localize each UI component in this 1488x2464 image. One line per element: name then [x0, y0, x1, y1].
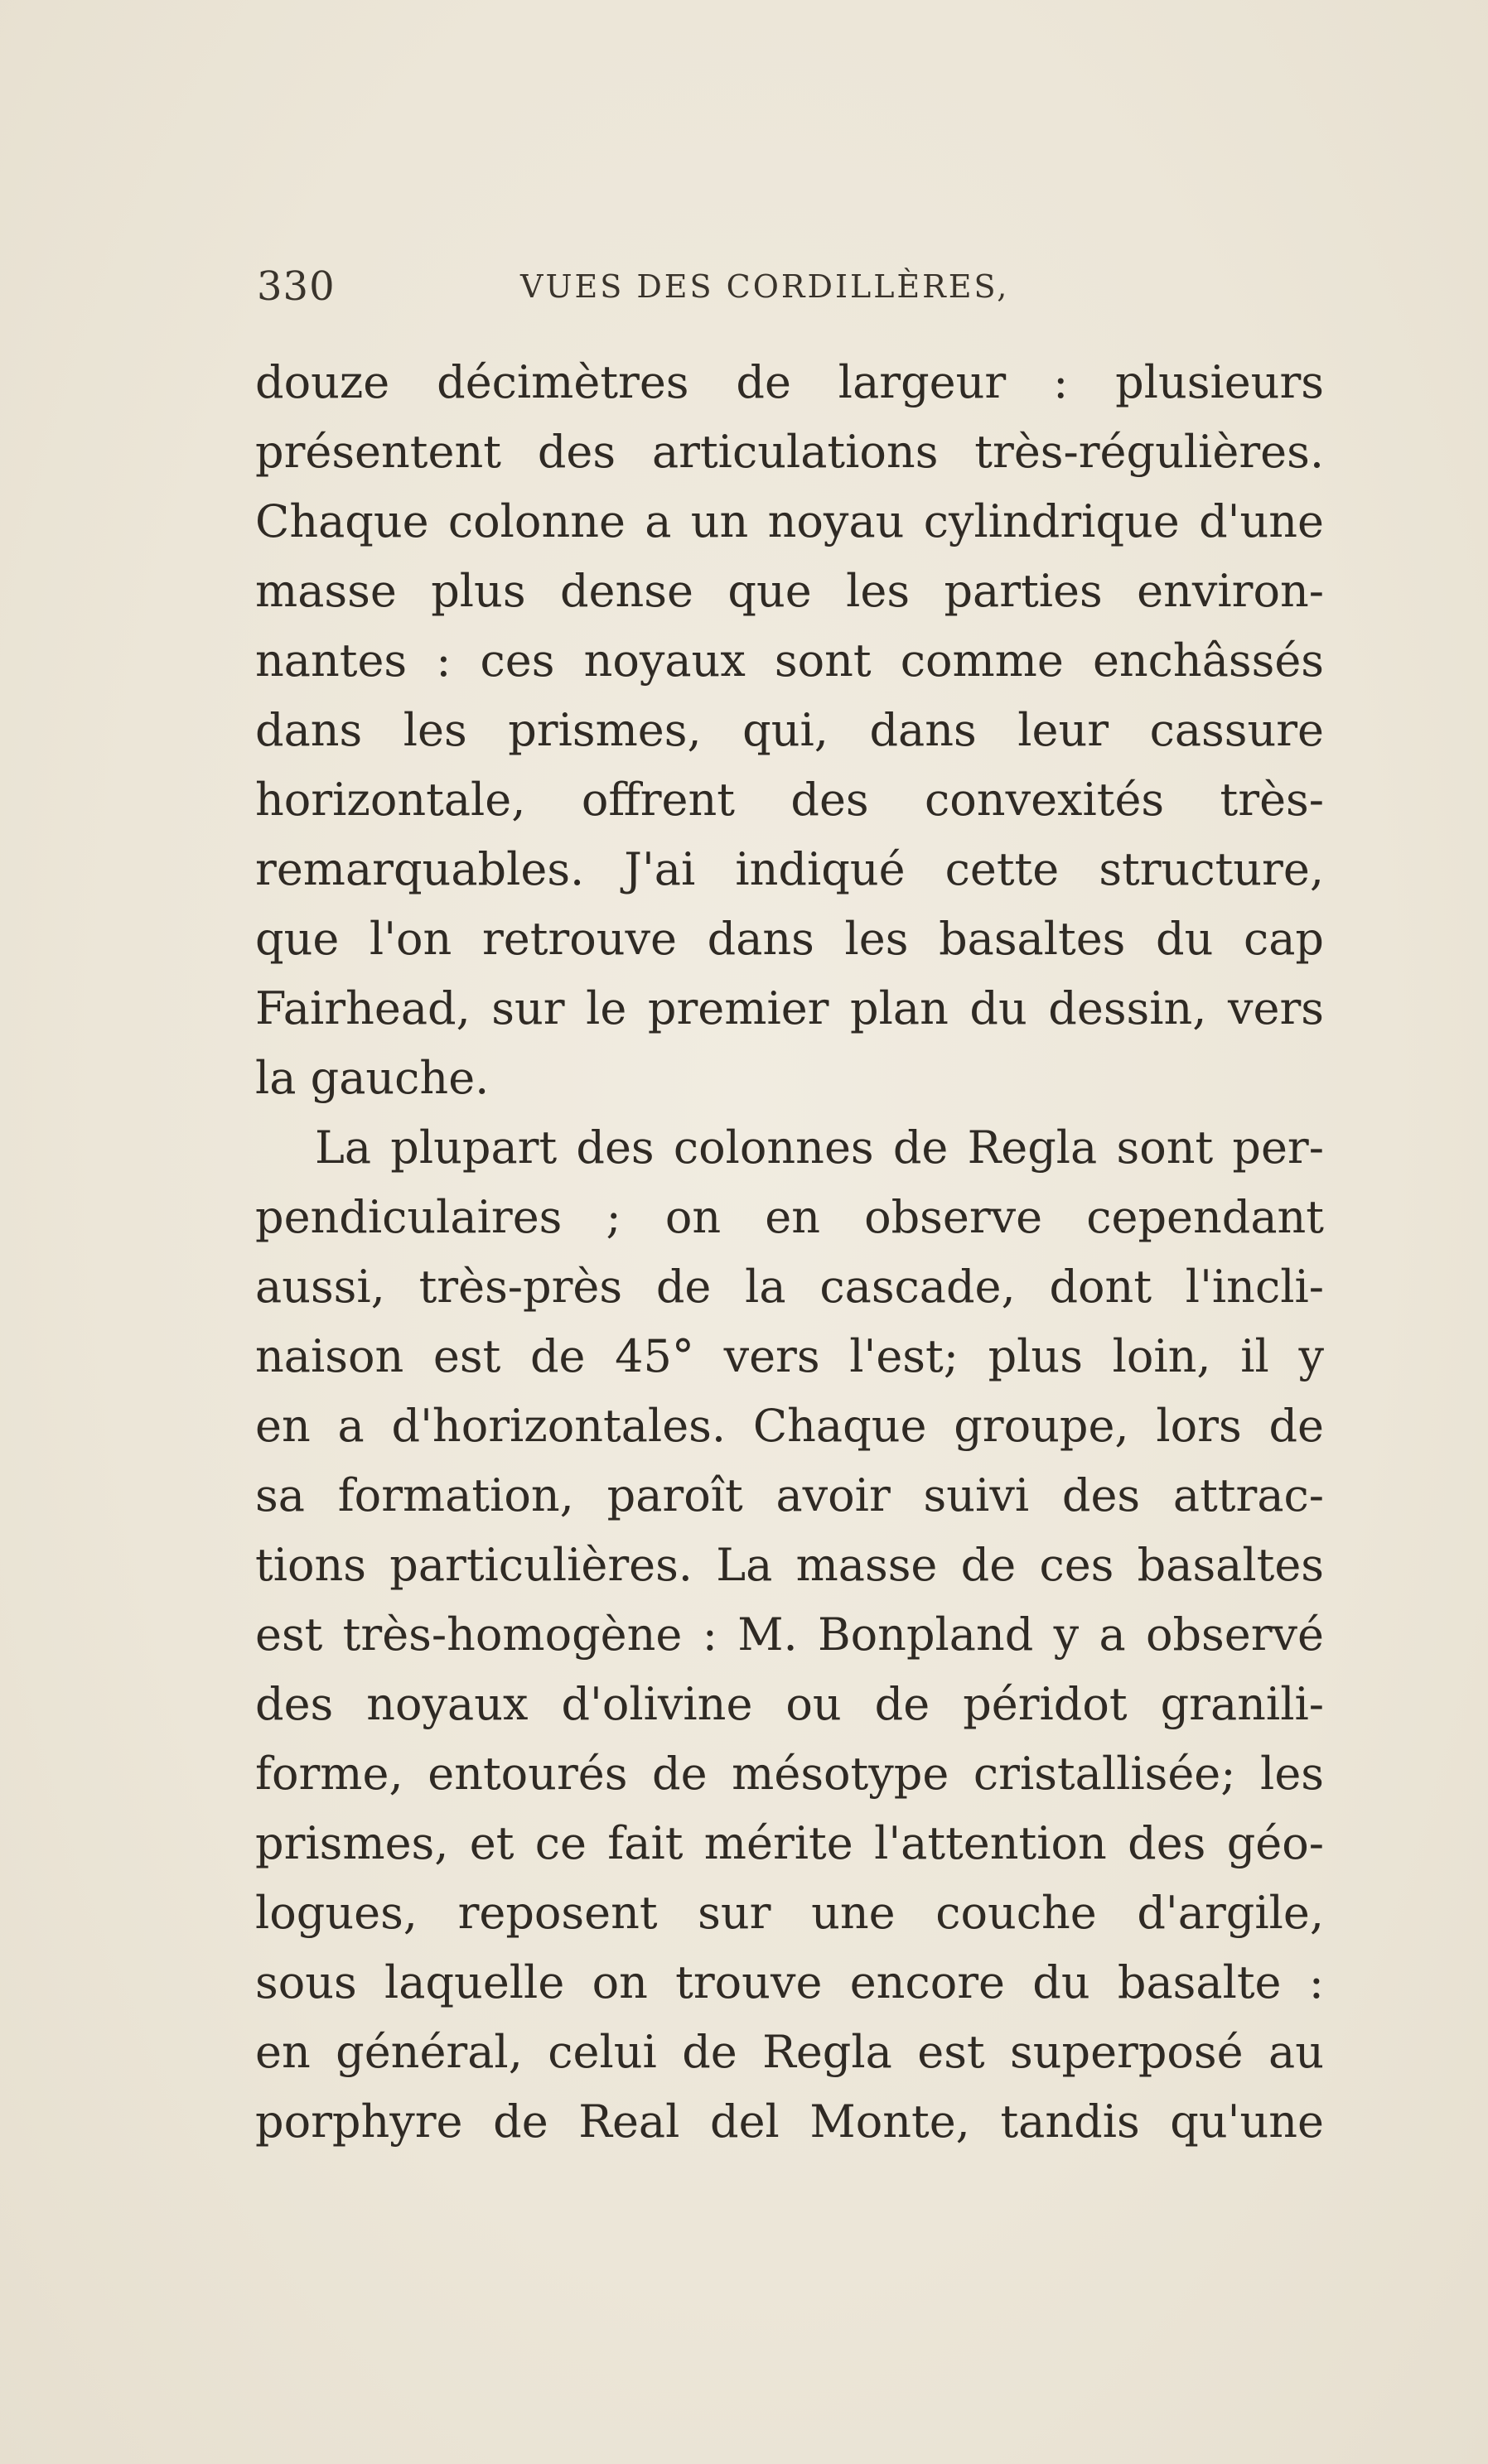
- text-line: prismes, et ce fait mérite l'attention des géo-: [255, 1817, 1324, 1869]
- text-line: tions particulières. La masse de ces basaltes: [255, 1539, 1324, 1591]
- text-line: masse plus dense que les parties environ-: [255, 565, 1324, 617]
- text-line: en a d'horizontales. Chaque groupe, lors de: [255, 1400, 1324, 1452]
- running-title: VUES DES CORDILLÈRES,: [520, 268, 1010, 305]
- text-line: La plupart des colonnes de Regla sont per-: [315, 1121, 1324, 1174]
- text-line: Chaque colonne a un noyau cylindrique d'une: [255, 495, 1324, 547]
- text-line: porphyre de Real del Monte, tandis qu'une: [255, 2095, 1324, 2148]
- text-line: remarquables. J'ai indiqué cette structure,: [255, 843, 1324, 895]
- text-line: que l'on retrouve dans les basaltes du cap: [255, 913, 1324, 965]
- body-text: [255, 348, 1324, 2157]
- text-line: en général, celui de Regla est superposé au: [255, 2026, 1324, 2078]
- text-line: logues, reposent sur une couche d'argile,: [255, 1887, 1324, 1939]
- page-number: 330: [257, 263, 336, 310]
- text-line: présentent des articulations très-régulières.: [255, 426, 1324, 478]
- page-header: [257, 263, 1326, 321]
- paragraph-2: [255, 1113, 1324, 2157]
- text-line: Fairhead, sur le premier plan du dessin, vers: [255, 982, 1324, 1034]
- text-line: naison est de 45° vers l'est; plus loin, il y: [255, 1330, 1324, 1382]
- text-line: nantes : ces noyaux sont comme enchâssés: [255, 634, 1324, 687]
- text-line: dans les prismes, qui, dans leur cassure: [255, 704, 1324, 756]
- text-line: sa formation, paroît avoir suivi des attrac-: [255, 1469, 1324, 1521]
- text-line: forme, entourés de mésotype cristallisée; les: [255, 1748, 1324, 1800]
- paragraph-1: [255, 348, 1324, 1113]
- text-line: la gauche.: [255, 1052, 490, 1104]
- text-line: est très-homogène : M. Bonpland y a observé: [255, 1608, 1324, 1661]
- text-line: douze décimètres de largeur : plusieurs: [255, 356, 1324, 408]
- text-line: aussi, très-près de la cascade, dont l'incli-: [255, 1261, 1324, 1313]
- text-line: des noyaux d'olivine ou de péridot granili-: [255, 1678, 1324, 1730]
- text-line: sous laquelle on trouve encore du basalte :: [255, 1956, 1324, 2008]
- text-line: horizontale, offrent des convexités très-: [255, 774, 1324, 826]
- text-line: pendiculaires ; on en observe cependant: [255, 1191, 1324, 1243]
